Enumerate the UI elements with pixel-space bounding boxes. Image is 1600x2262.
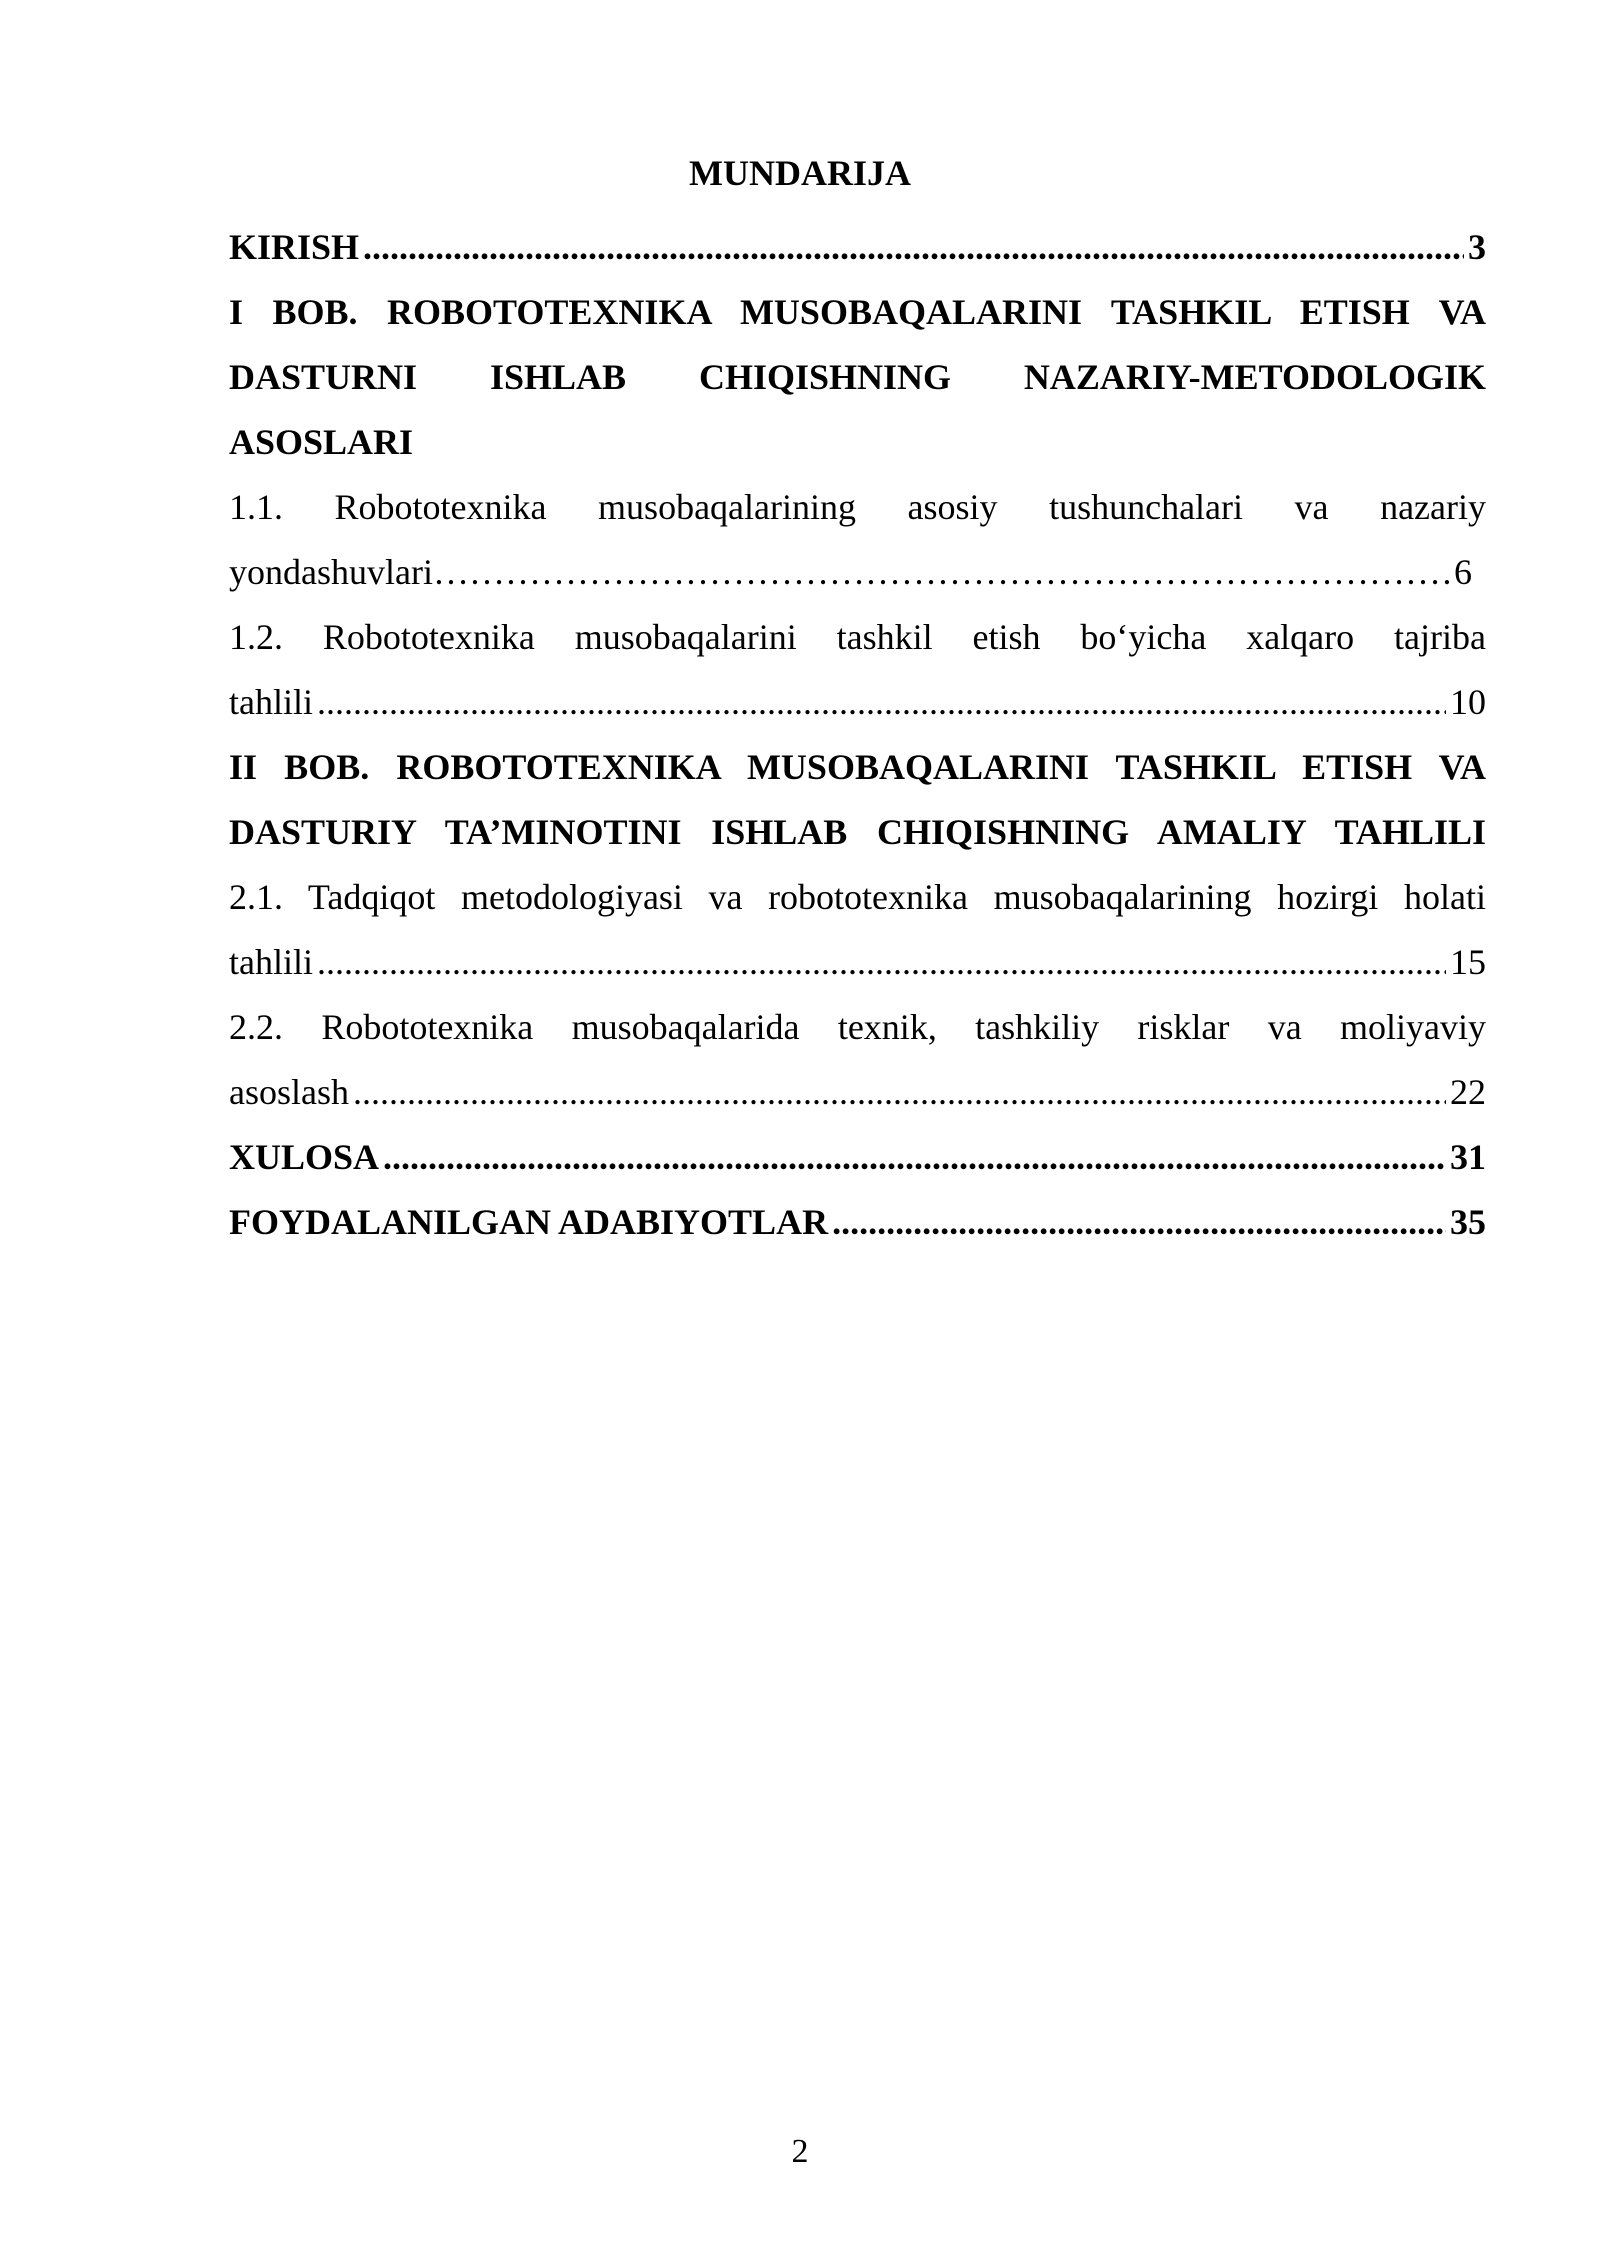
toc-section-2-1-line-2[interactable] (229, 930, 1486, 995)
toc-chapter-1-line-1[interactable]: I BOB. ROBOTOTEXNIKA MUSOBAQALARINI TASHKIL ETISH VA (229, 292, 1486, 332)
dot-leader (317, 670, 1446, 735)
toc-entry-title: KIRISH (229, 227, 360, 267)
toc-chapter-1-line-2[interactable]: DASTURNI ISHLAB CHIQISHNING NAZARIY-METODOLOGIK (229, 357, 1486, 397)
toc-page-number: 22 (1450, 1072, 1486, 1112)
toc-section-1-2-line-1[interactable]: 1.2. Robototexnika musobaqalarini tashkil etish bo‘yicha xalqaro tajriba (229, 617, 1486, 657)
toc-page-number: 10 (1450, 682, 1486, 722)
page-footer-number: 2 (791, 2133, 809, 2170)
toc-heading: MUNDARIJA (689, 153, 911, 193)
toc-chapter-2-line-1[interactable]: II BOB. ROBOTOTEXNIKA MUSOBAQALARINI TASHKIL ETISH VA (229, 747, 1486, 787)
toc-chapter-2-line-2[interactable]: DASTURIY TA’MINOTINI ISHLAB CHIQISHNING AMALIY TAHLILI (229, 812, 1486, 852)
toc-page-number: 35 (1450, 1202, 1486, 1242)
toc-entry-references[interactable] (229, 1190, 1486, 1255)
dot-leader (383, 1125, 1446, 1190)
toc-page-number: 31 (1450, 1137, 1486, 1177)
toc-section-1-1-line-1[interactable]: 1.1. Robototexnika musobaqalarining asosiy tushunchalari va nazariy (229, 487, 1486, 527)
dot-leader (832, 1190, 1446, 1255)
toc-entry-title: asoslash (229, 1072, 349, 1112)
toc-entry-title: XULOSA (229, 1137, 380, 1177)
toc-section-2-1-line-1[interactable]: 2.1. Tadqiqot metodologiyasi va robototexnika musobaqalarining hozirgi holati (229, 877, 1486, 917)
toc-entry-kirish[interactable] (229, 215, 1486, 280)
toc-section-2-2-line-1[interactable]: 2.2. Robototexnika musobaqalarida texnik, tashkiliy risklar va moliyaviy (229, 1007, 1486, 1047)
toc-entry-title: yondashuvlari (229, 552, 433, 592)
dot-leader (317, 930, 1446, 995)
toc-section-1-1-line-2[interactable] (229, 540, 1472, 605)
toc-section-2-2-line-2[interactable] (229, 1060, 1486, 1125)
toc-chapter-1-line-3[interactable]: ASOSLARI (229, 422, 414, 462)
toc-page-number: 6 (1454, 552, 1472, 592)
toc-page-number: 15 (1450, 942, 1486, 982)
toc-section-1-2-line-2[interactable] (229, 670, 1486, 735)
toc-entry-xulosa[interactable] (229, 1125, 1486, 1190)
toc-entry-title: tahlili (229, 682, 313, 722)
dot-leader (433, 540, 1454, 605)
toc-entry-title: FOYDALANILGAN ADABIYOTLAR (229, 1202, 829, 1242)
dot-leader (363, 215, 1464, 280)
toc-page-number: 3 (1468, 227, 1486, 267)
dot-leader (353, 1060, 1446, 1125)
toc-entry-title: tahlili (229, 942, 313, 982)
table-of-contents (229, 215, 1486, 1255)
